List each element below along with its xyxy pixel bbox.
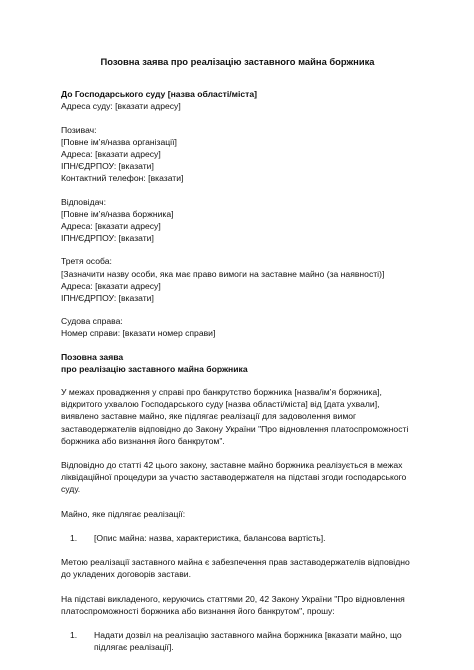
defendant-block — [61, 196, 414, 245]
list-item-number: 1. — [70, 629, 78, 640]
court-block — [61, 88, 414, 112]
third-party-tax-id: ІПН/ЄДРПОУ: [вказати] — [61, 293, 154, 304]
paragraph: Метою реалізації заставного майна є забезпечення прав заставодержателів відповідно до укладених договорів застави. — [61, 557, 410, 580]
document-title: Позовна заява про реалізацію заставного майна боржника — [100, 56, 375, 67]
list-item-number: 1. — [70, 532, 78, 543]
list-item — [61, 629, 414, 653]
plaintiff-label: Позивач: — [61, 124, 97, 135]
defendant-tax-id: ІПН/ЄДРПОУ: [вказати] — [61, 233, 154, 244]
claim-heading-line2: про реалізацію заставного майна боржника — [61, 363, 248, 374]
plaintiff-phone: Контактний телефон: [вказати] — [61, 173, 184, 184]
plaintiff-address: Адреса: [вказати адресу] — [61, 149, 161, 160]
list-item-text: Надати дозвіл на реалізацію заставного майна боржника [вказати майно, що підлягає реалізації]. — [94, 629, 402, 653]
third-party-label: Третя особа: — [61, 256, 112, 267]
list-item — [61, 532, 414, 544]
paragraph: У межах провадження у справі про банкрутство боржника [назва/ім’я боржника], відкритого ухвалою Господарського суду [назва області/міста] від [дата ухвали], виявлено заставне майно, яке підлягає реалізації для задоволення вимог заставодержателів відповідно до Закону України "Про відновлення платоспроможності боржника або визнання його банкрутом". — [61, 387, 409, 446]
court-address: Адреса суду: [вказати адресу] — [61, 101, 181, 112]
paragraph: Відповідно до статті 42 цього закону, заставне майно боржника реалізується в межах ліквідаційної процедури за участю заставодержателя на підставі згоди господарського суду. — [61, 460, 407, 495]
claim-heading — [61, 351, 414, 375]
claim-heading-line1: Позовна заява — [61, 351, 124, 362]
paragraph: На підставі викладеного, керуючись статтями 20, 42 Закону України "Про відновлення платоспроможності боржника або визнання його банкрутом", прошу: — [61, 593, 405, 616]
court-heading: До Господарського суду [назва області/міста] — [61, 89, 257, 100]
third-party-name: [Зазначити назву особи, яка має право вимоги на заставне майно (за наявності)] — [61, 268, 385, 279]
plaintiff-tax-id: ІПН/ЄДРПОУ: [вказати] — [61, 161, 154, 172]
third-party-block — [61, 255, 414, 304]
case-label: Судова справа: — [61, 316, 123, 327]
third-party-address: Адреса: [вказати адресу] — [61, 280, 161, 291]
plaintiff-block — [61, 124, 414, 185]
case-number: Номер справи: [вказати номер справи] — [61, 328, 216, 339]
paragraph: Майно, яке підлягає реалізації: — [61, 508, 186, 519]
defendant-label: Відповідач: — [61, 196, 107, 207]
list-item-text: [Опис майна: назва, характеристика, балансова вартість]. — [94, 532, 326, 543]
case-block — [61, 315, 414, 339]
defendant-address: Адреса: [вказати адресу] — [61, 221, 161, 232]
defendant-name: [Повне ім’я/назва боржника] — [61, 208, 174, 219]
plaintiff-name: [Повне ім’я/назва організації] — [61, 136, 177, 147]
